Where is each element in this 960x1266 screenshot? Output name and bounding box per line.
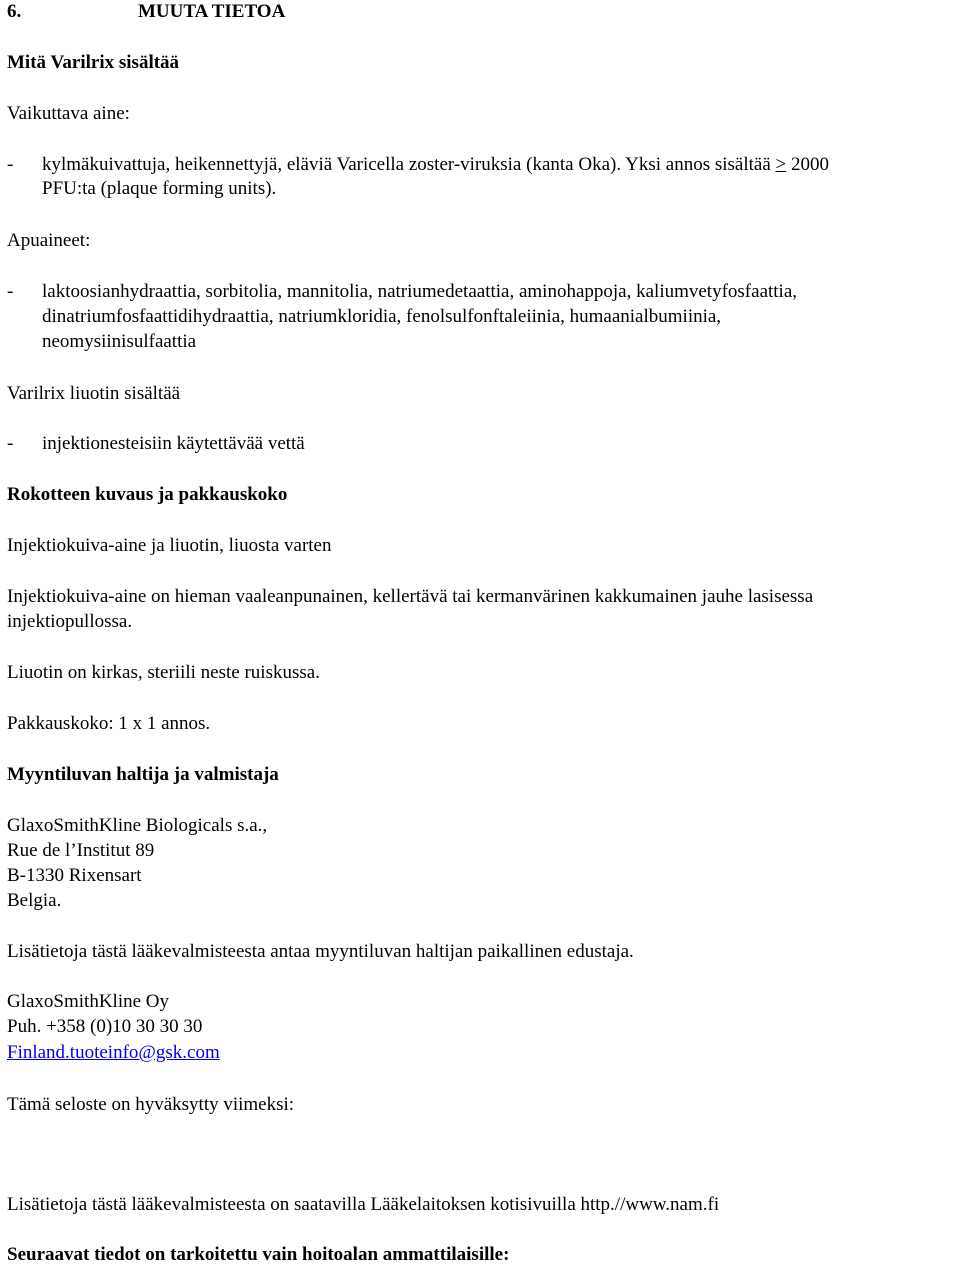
greater-equal-symbol: > [775,154,787,175]
form-line: Injektiokuiva-aine ja liuotin, liuosta varten [7,535,332,556]
local-rep-name: GlaxoSmithKline Oy [7,991,170,1012]
more-info-line: Lisätietoja tästä lääkevalmisteesta on saatavilla Lääkelaitoksen kotisivuilla http.//www.nam.fi [7,1194,720,1215]
list-dash: - [7,154,14,175]
address-line: GlaxoSmithKline Biologicals s.a., [7,815,268,836]
active-item-text: kylmäkuivattuja, heikennettyjä, eläviä Varicella zoster-viruksia (kanta Oka). Yksi annos sisältää [42,154,776,175]
address-line: Belgia. [7,890,62,911]
address-line: Rue de l’Institut 89 [7,840,155,861]
excipients-line3: neomysiinisulfaattia [42,331,197,352]
solvent-item-text: injektionesteisiin käytettävää vettä [42,433,305,454]
address-line: B-1330 Rixensart [7,865,142,886]
approved-line: Tämä seloste on hyväksytty viimeksi: [7,1094,295,1115]
active-item-value: 2000 [786,154,829,175]
list-dash: - [7,281,14,302]
contents-heading: Mitä Varilrix sisältää [7,52,180,73]
local-rep-note: Lisätietoja tästä lääkevalmisteesta antaa myyntiluvan haltijan paikallinen edustaja. [7,941,634,962]
active-item-line2: PFU:ta (plaque forming units). [42,178,277,199]
excipients-line1: laktoosianhydraattia, sorbitolia, mannitolia, natriumedetaattia, aminohappoja, kaliumvetyfosfaattia, [42,281,798,302]
section-number: 6. [7,1,22,22]
description-heading: Rokotteen kuvaus ja pakkauskoko [7,484,288,505]
excipients-line2: dinatriumfosfaattidihydraattia, natriumkloridia, fenolsulfonftaleiinia, humaanialbumiinia, [42,306,722,327]
list-dash: - [7,433,14,454]
section-title: MUUTA TIETOA [138,1,286,22]
pack-size: Pakkauskoko: 1 x 1 annos. [7,713,211,734]
professionals-heading: Seuraavat tiedot on tarkoitettu vain hoitoalan ammattilaisille: [7,1244,510,1265]
solvent-desc: Liuotin on kirkas, steriili neste ruiskussa. [7,662,320,683]
solvent-label: Varilrix liuotin sisältää [7,383,181,404]
mah-heading: Myyntiluvan haltija ja valmistaja [7,764,279,785]
active-item-line1 [42,154,829,176]
active-label: Vaikuttava aine: [7,103,130,124]
local-rep-email-link[interactable]: Finland.tuoteinfo@gsk.com [7,1042,220,1063]
powder-desc-line2: injektiopullossa. [7,611,133,632]
excipients-label: Apuaineet: [7,230,91,251]
local-rep-phone: Puh. +358 (0)10 30 30 30 [7,1016,203,1037]
powder-desc-line1: Injektiokuiva-aine on hieman vaaleanpunainen, kellertävä tai kermanvärinen kakkumainen jauhe lasisessa [7,586,814,607]
